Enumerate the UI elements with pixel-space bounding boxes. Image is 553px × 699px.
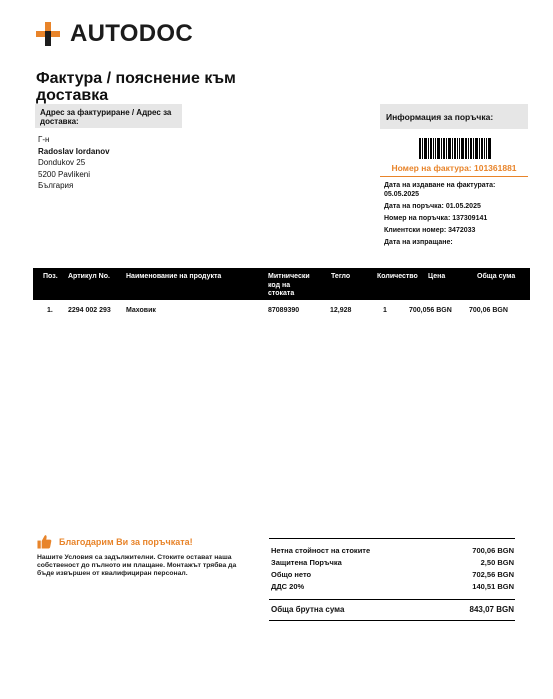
totals-label: ДДС 20% (271, 582, 305, 591)
col-weight: Тегло (331, 273, 351, 280)
shipping-date: Дата на изпращане: (384, 238, 453, 246)
customer-name: Radoslav Iordanov (38, 146, 110, 156)
customer-number: Клиентски номер: 3472033 (384, 226, 476, 234)
totals-row-net-total (271, 569, 514, 581)
grand-total (271, 605, 514, 614)
totals-bottom-divider (269, 599, 515, 600)
address-country: България (38, 181, 74, 190)
totals-row-protection (271, 557, 514, 569)
row-pos: 1. (47, 307, 53, 314)
totals-value: 702,56 BGN (472, 570, 514, 579)
thanks-block (37, 534, 193, 549)
address-street: Dondukov 25 (38, 158, 86, 167)
totals-label: Защитена Поръчка (271, 558, 342, 567)
table-row (33, 300, 530, 320)
address-city: 5200 Pavlikeni (38, 169, 91, 179)
row-weight: 12,928 (330, 307, 352, 314)
invoice-date-value: 05.05.2025 (384, 190, 420, 198)
row-qty: 1 (383, 307, 387, 314)
col-customs-line2: код на (268, 281, 291, 289)
invoice-number-underline (380, 176, 528, 177)
col-total: Обща сума (477, 273, 516, 280)
totals-row-vat (271, 581, 514, 593)
col-customs (268, 273, 310, 299)
billing-address-header: Адрес за фактуриране / Адрес за доставка: (35, 104, 182, 128)
invoice-number: Номер на фактура: 101361881 (391, 163, 517, 173)
col-price: Цена (428, 273, 446, 280)
order-info-details (384, 182, 524, 251)
row-article: 2294 002 293 (68, 307, 111, 314)
grand-total-value: 843,07 BGN (469, 605, 514, 614)
billing-address (38, 134, 110, 192)
totals-label: Нетна стойност на стоките (271, 546, 371, 555)
totals-value: 700,06 BGN (472, 546, 514, 555)
totals-value: 2,50 BGN (480, 558, 514, 567)
totals-row-net-goods (271, 545, 514, 557)
plus-logo-icon (36, 22, 60, 46)
col-qty: Количество (377, 273, 418, 280)
row-price: 700,056 BGN (409, 307, 452, 314)
col-article: Артикул No. (68, 273, 110, 280)
barcode-icon (419, 138, 491, 159)
totals-label: Общо нето (271, 570, 312, 579)
salutation: Г-н (38, 135, 50, 144)
col-customs-line3: стоката (268, 290, 295, 297)
totals-top-divider (269, 538, 515, 539)
grand-total-divider (269, 620, 515, 621)
autodoc-logo (36, 22, 193, 46)
totals-value: 140,51 BGN (472, 582, 514, 591)
invoice-date-label: Дата на издаване на фактурата: (384, 182, 496, 189)
col-customs-line1: Митнически (268, 273, 310, 280)
terms-text: Нашите Условия са задължителни. Стоките остават наша собственост до пълното им плащане. Монтажът трябва да бъде извършен от квалифициран персонал. (37, 554, 237, 577)
row-name: Маховик (126, 307, 156, 314)
order-number: Номер на поръчка: 137309141 (384, 214, 488, 222)
thanks-text: Благодарим Ви за поръчката! (59, 536, 193, 547)
col-pos: Поз. (43, 273, 58, 280)
thumbs-up-icon (37, 534, 52, 549)
items-table-header (33, 268, 530, 300)
order-date: Дата на поръчка: 01.05.2025 (384, 202, 481, 210)
row-customs: 87089390 (268, 307, 300, 314)
page-title: Фактура / пояснение към доставка (36, 70, 236, 104)
totals-block (271, 545, 514, 593)
col-name: Наименование на продукта (126, 273, 222, 280)
row-total: 700,06 BGN (469, 307, 508, 314)
order-info-header: Информация за поръчка: (380, 104, 528, 129)
invoice-date (384, 182, 524, 199)
logo-text: AUTODOC (70, 20, 193, 47)
grand-total-label: Обща брутна сума (271, 605, 345, 614)
